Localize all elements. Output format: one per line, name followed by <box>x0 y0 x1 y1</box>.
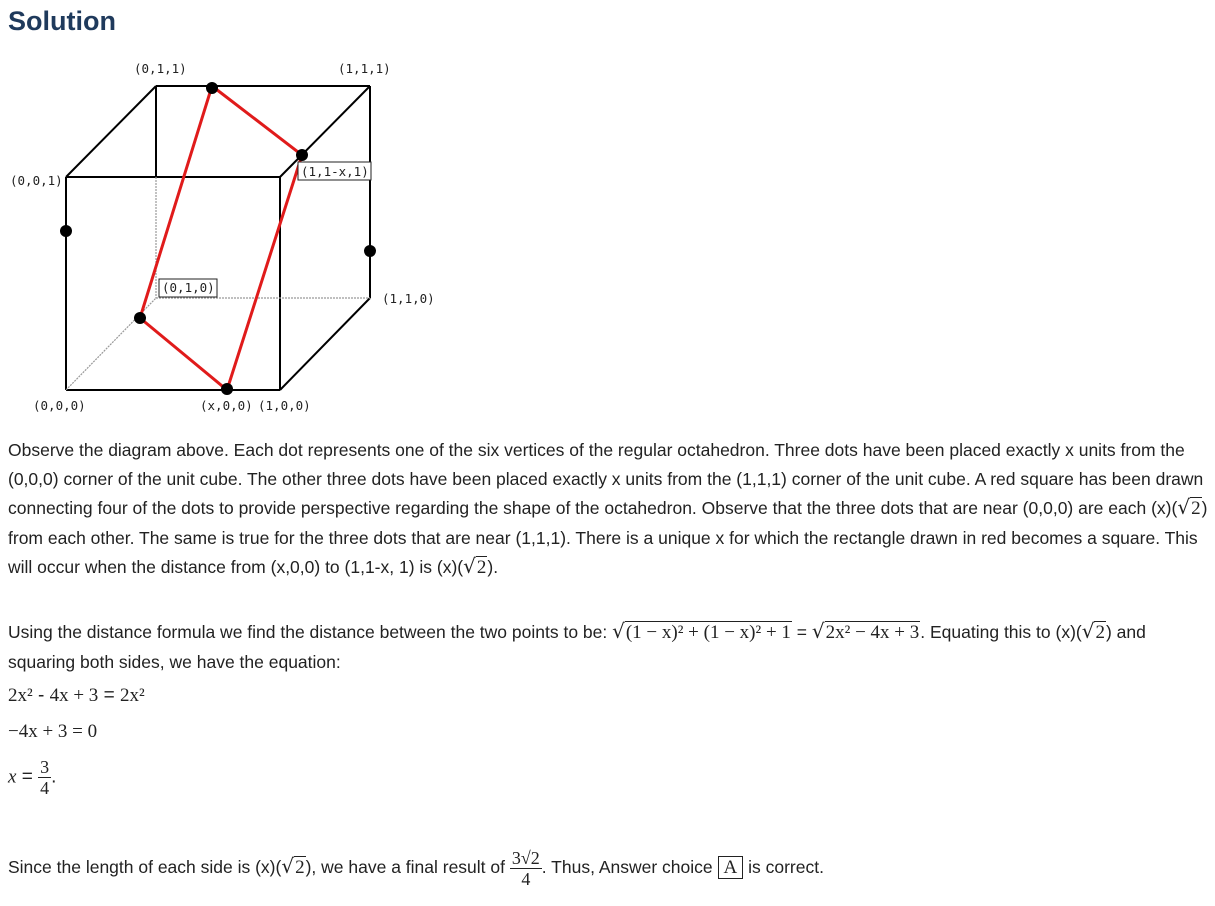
label-000: (0,0,0) <box>33 398 86 413</box>
sqrt-2: √2 <box>463 554 487 578</box>
label-11x1: (1,1-x,1) <box>301 164 369 179</box>
label-111: (1,1,1) <box>338 61 391 76</box>
label-010: (0,1,0) <box>162 280 215 295</box>
sqrt-simplified-expression: √2x² − 4x + 3 <box>811 619 920 643</box>
sqrt-distance-expression: √(1 − x)² + (1 − x)² + 1 <box>612 619 791 643</box>
final-result-paragraph: Since the length of each side is (x)(√2), we have a final result of $\frac{3√2}{4}$ . Thus, Answer choice A is correct. <box>8 848 824 889</box>
octahedron-vertex-dot <box>364 245 376 257</box>
label-011: (0,1,1) <box>134 61 187 76</box>
red-square <box>140 86 302 390</box>
fraction-final-result: $\frac{3√2}{4}$ <box>511 848 540 889</box>
sqrt-2: √2 <box>281 854 305 879</box>
sqrt-2: √2 <box>1081 619 1105 643</box>
octahedron-vertex-dot <box>296 149 308 161</box>
answer-choice-box: A <box>718 856 744 879</box>
octahedron-vertex-dot <box>206 82 218 94</box>
explanation-paragraph-2: Using the distance formula we find the distance between the two points to be: √(1 − x)² + (1 − x)² + 1 = √2x² − 4x + 3. Equating this to (x)(√2) and squaring both sides, we have the equation: <box>8 619 1146 672</box>
cube-octahedron-diagram <box>0 50 460 420</box>
label-100: (1,0,0) <box>258 398 311 413</box>
fraction-three-quarters: $\frac{3}{4}$ <box>40 757 50 798</box>
octahedron-vertex-dot <box>60 225 72 237</box>
sqrt-2: √2 <box>1177 495 1201 519</box>
octahedron-vertex-dot <box>134 312 146 324</box>
octahedron-vertex-dot <box>221 383 233 395</box>
page-title: Solution <box>8 6 116 36</box>
label-x00: (x,0,0) <box>200 398 253 413</box>
equation-2: −4x + 3 = 0 <box>8 721 98 742</box>
cube-edge <box>66 86 156 177</box>
equation-1: 2x² - 4x + 3 = 2x² <box>8 685 145 706</box>
equation-3: x = $\frac{3}{4}$ . <box>8 757 57 798</box>
label-001: (0,0,1) <box>10 173 63 188</box>
label-110: (1,1,0) <box>382 291 435 306</box>
cube-edge <box>280 298 370 390</box>
explanation-paragraph-1: Observe the diagram above. Each dot represents one of the six vertices of the regular octahedron. Three dots have been placed exactly x units from the (0,0,0) corner of the unit cube. The other three dots have been placed exactly x units from the (1,1,1) corner of the unit cube. A red square has been drawn connecting four of the dots to provide perspective regarding the shape of the octahedron. Observe that the three dots that are near (0,0,0) are each (x)(√2) from each other. The same is true for the three dots that are near (1,1,1). There is a unique x for which the rectangle drawn in red becomes a square. This will occur when the distance from (x,0,0) to (1,1-x, 1) is (x)(√2). <box>8 440 1208 578</box>
